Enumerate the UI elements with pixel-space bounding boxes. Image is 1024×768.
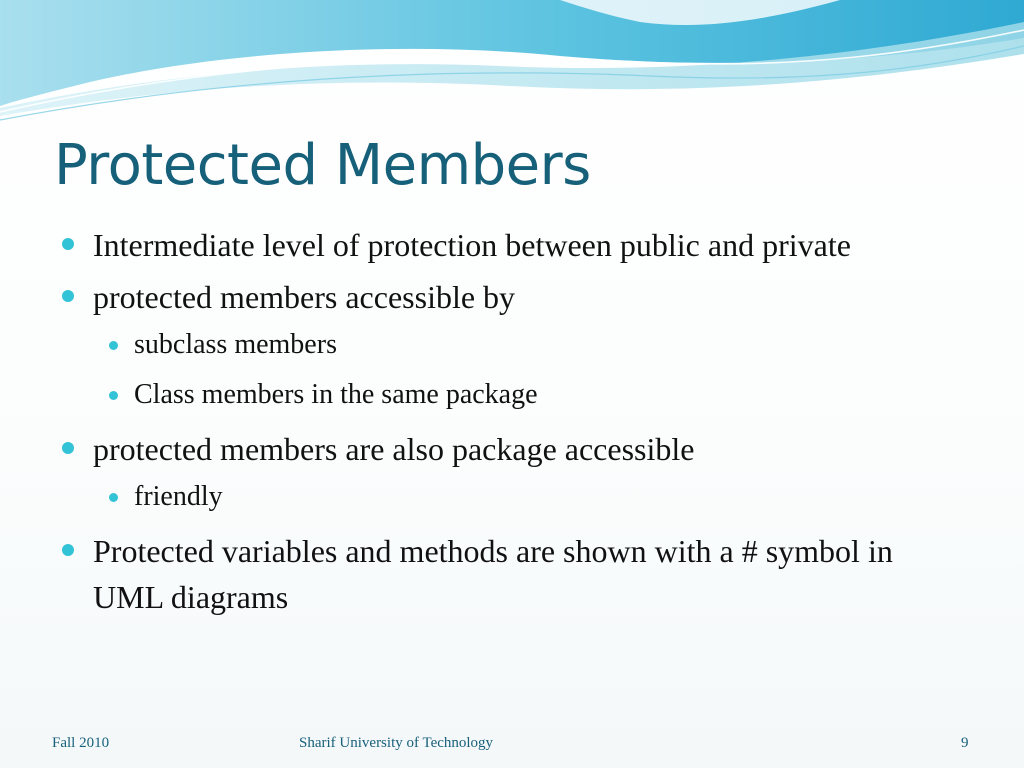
sub-bullet-item: Class members in the same package [95,370,960,420]
slide-title: Protected Members [54,133,591,198]
bullet-list [60,222,960,620]
bullet-item: protected members are also package accessible [60,426,960,472]
sub-bullet-item: friendly [95,472,960,522]
bullet-item: Intermediate level of protection between public and private [60,222,960,268]
footer-institution: Sharif University of Technology [299,735,494,751]
footer-date: Fall 2010 [52,735,110,751]
sub-bullet-item: subclass members [95,320,960,370]
footer-page-number: 9 [961,735,969,751]
bullet-item: protected members accessible by [60,274,960,320]
decorative-wave-banner [0,0,1024,130]
bullet-item: Protected variables and methods are shown with a # symbol in UML diagrams [60,528,960,620]
